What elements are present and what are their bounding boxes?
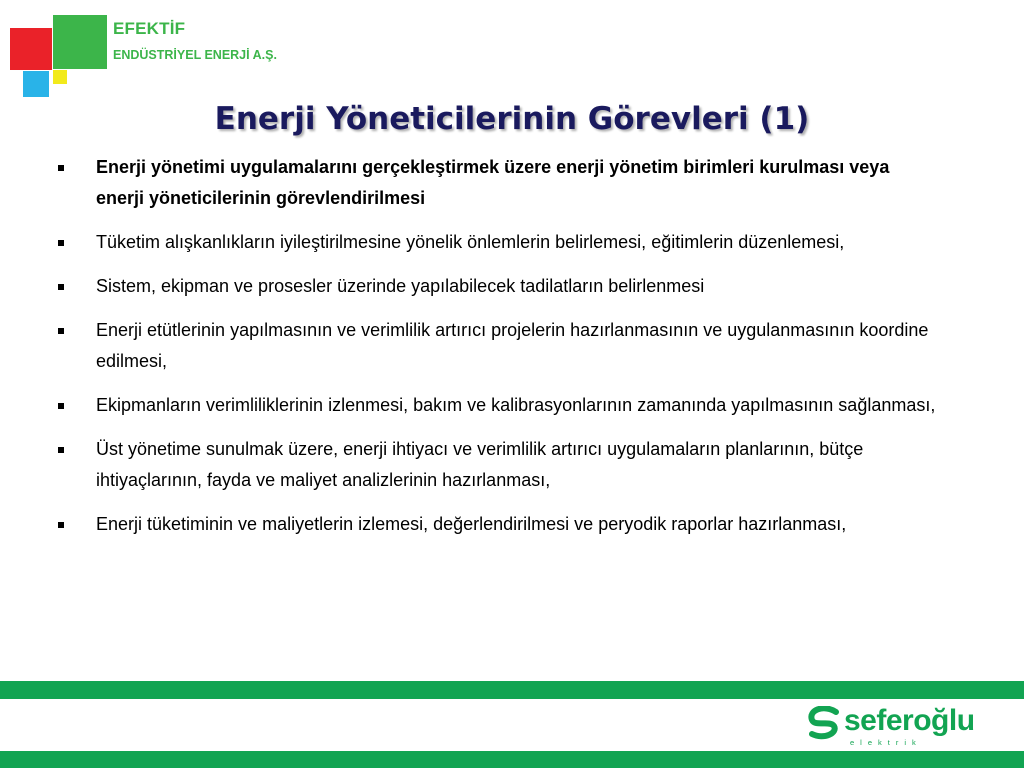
logo-blue-square [23,71,49,97]
bullet-item [56,434,936,496]
bullet-text: Enerji yönetimi uygulamalarını gerçekleştirmek üzere enerji yönetim birimleri kurulması veya enerji yöneticilerinin görevlendirilmesi [96,157,890,208]
square-bullet-icon [58,522,64,528]
footer-logo [806,704,1006,748]
logo-red-square [10,28,52,70]
square-bullet-icon [58,240,64,246]
bullet-item [56,509,936,540]
footer-band-bottom [0,751,1024,768]
bullet-item [56,227,936,258]
footer-tagline: elektrik [850,738,922,747]
bullet-item [56,390,936,421]
bullet-list [56,152,936,553]
logo-title: EFEKTİF [113,19,186,38]
seferoglu-swirl-icon [806,706,842,740]
square-bullet-icon [58,447,64,453]
slide-title: Enerji Yöneticilerinin Görevleri (1) [214,101,810,137]
square-bullet-icon [58,165,64,171]
bullet-item [56,271,936,302]
bullet-text: Sistem, ekipman ve prosesler üzerinde yapılabilecek tadilatların belirlenmesi [96,276,705,296]
square-bullet-icon [58,403,64,409]
logo-yellow-square [53,70,67,84]
bullet-item [56,315,936,377]
footer-band-top [0,681,1024,699]
bullet-text: Enerji etütlerinin yapılmasının ve verimlilik artırıcı projelerin hazırlanmasının ve uygulanmasının koordine edilmesi, [96,320,929,371]
logo-green-square [53,15,107,69]
bullet-item [56,152,936,214]
logo-subtitle: ENDÜSTRİYEL ENERJİ A.Ş. [113,48,277,62]
footer-brand-name: seferoğlu [844,704,975,737]
bullet-text: Enerji tüketiminin ve maliyetlerin izlemesi, değerlendirilmesi ve peryodik raporlar hazırlanması, [96,514,847,534]
square-bullet-icon [58,328,64,334]
company-logo [0,0,320,100]
bullet-text: Üst yönetime sunulmak üzere, enerji ihtiyacı ve verimlilik artırıcı uygulamaların planlarının, bütçe ihtiyaçlarının, fayda ve maliyet analizlerinin hazırlanması, [96,439,864,490]
bullet-text: Tüketim alışkanlıkların iyileştirilmesine yönelik önlemlerin belirlemesi, eğitimlerin düzenlemesi, [96,232,845,252]
square-bullet-icon [58,284,64,290]
bullet-text: Ekipmanların verimliliklerinin izlenmesi, bakım ve kalibrasyonlarının zamanında yapılmasının sağlanması, [96,395,936,415]
